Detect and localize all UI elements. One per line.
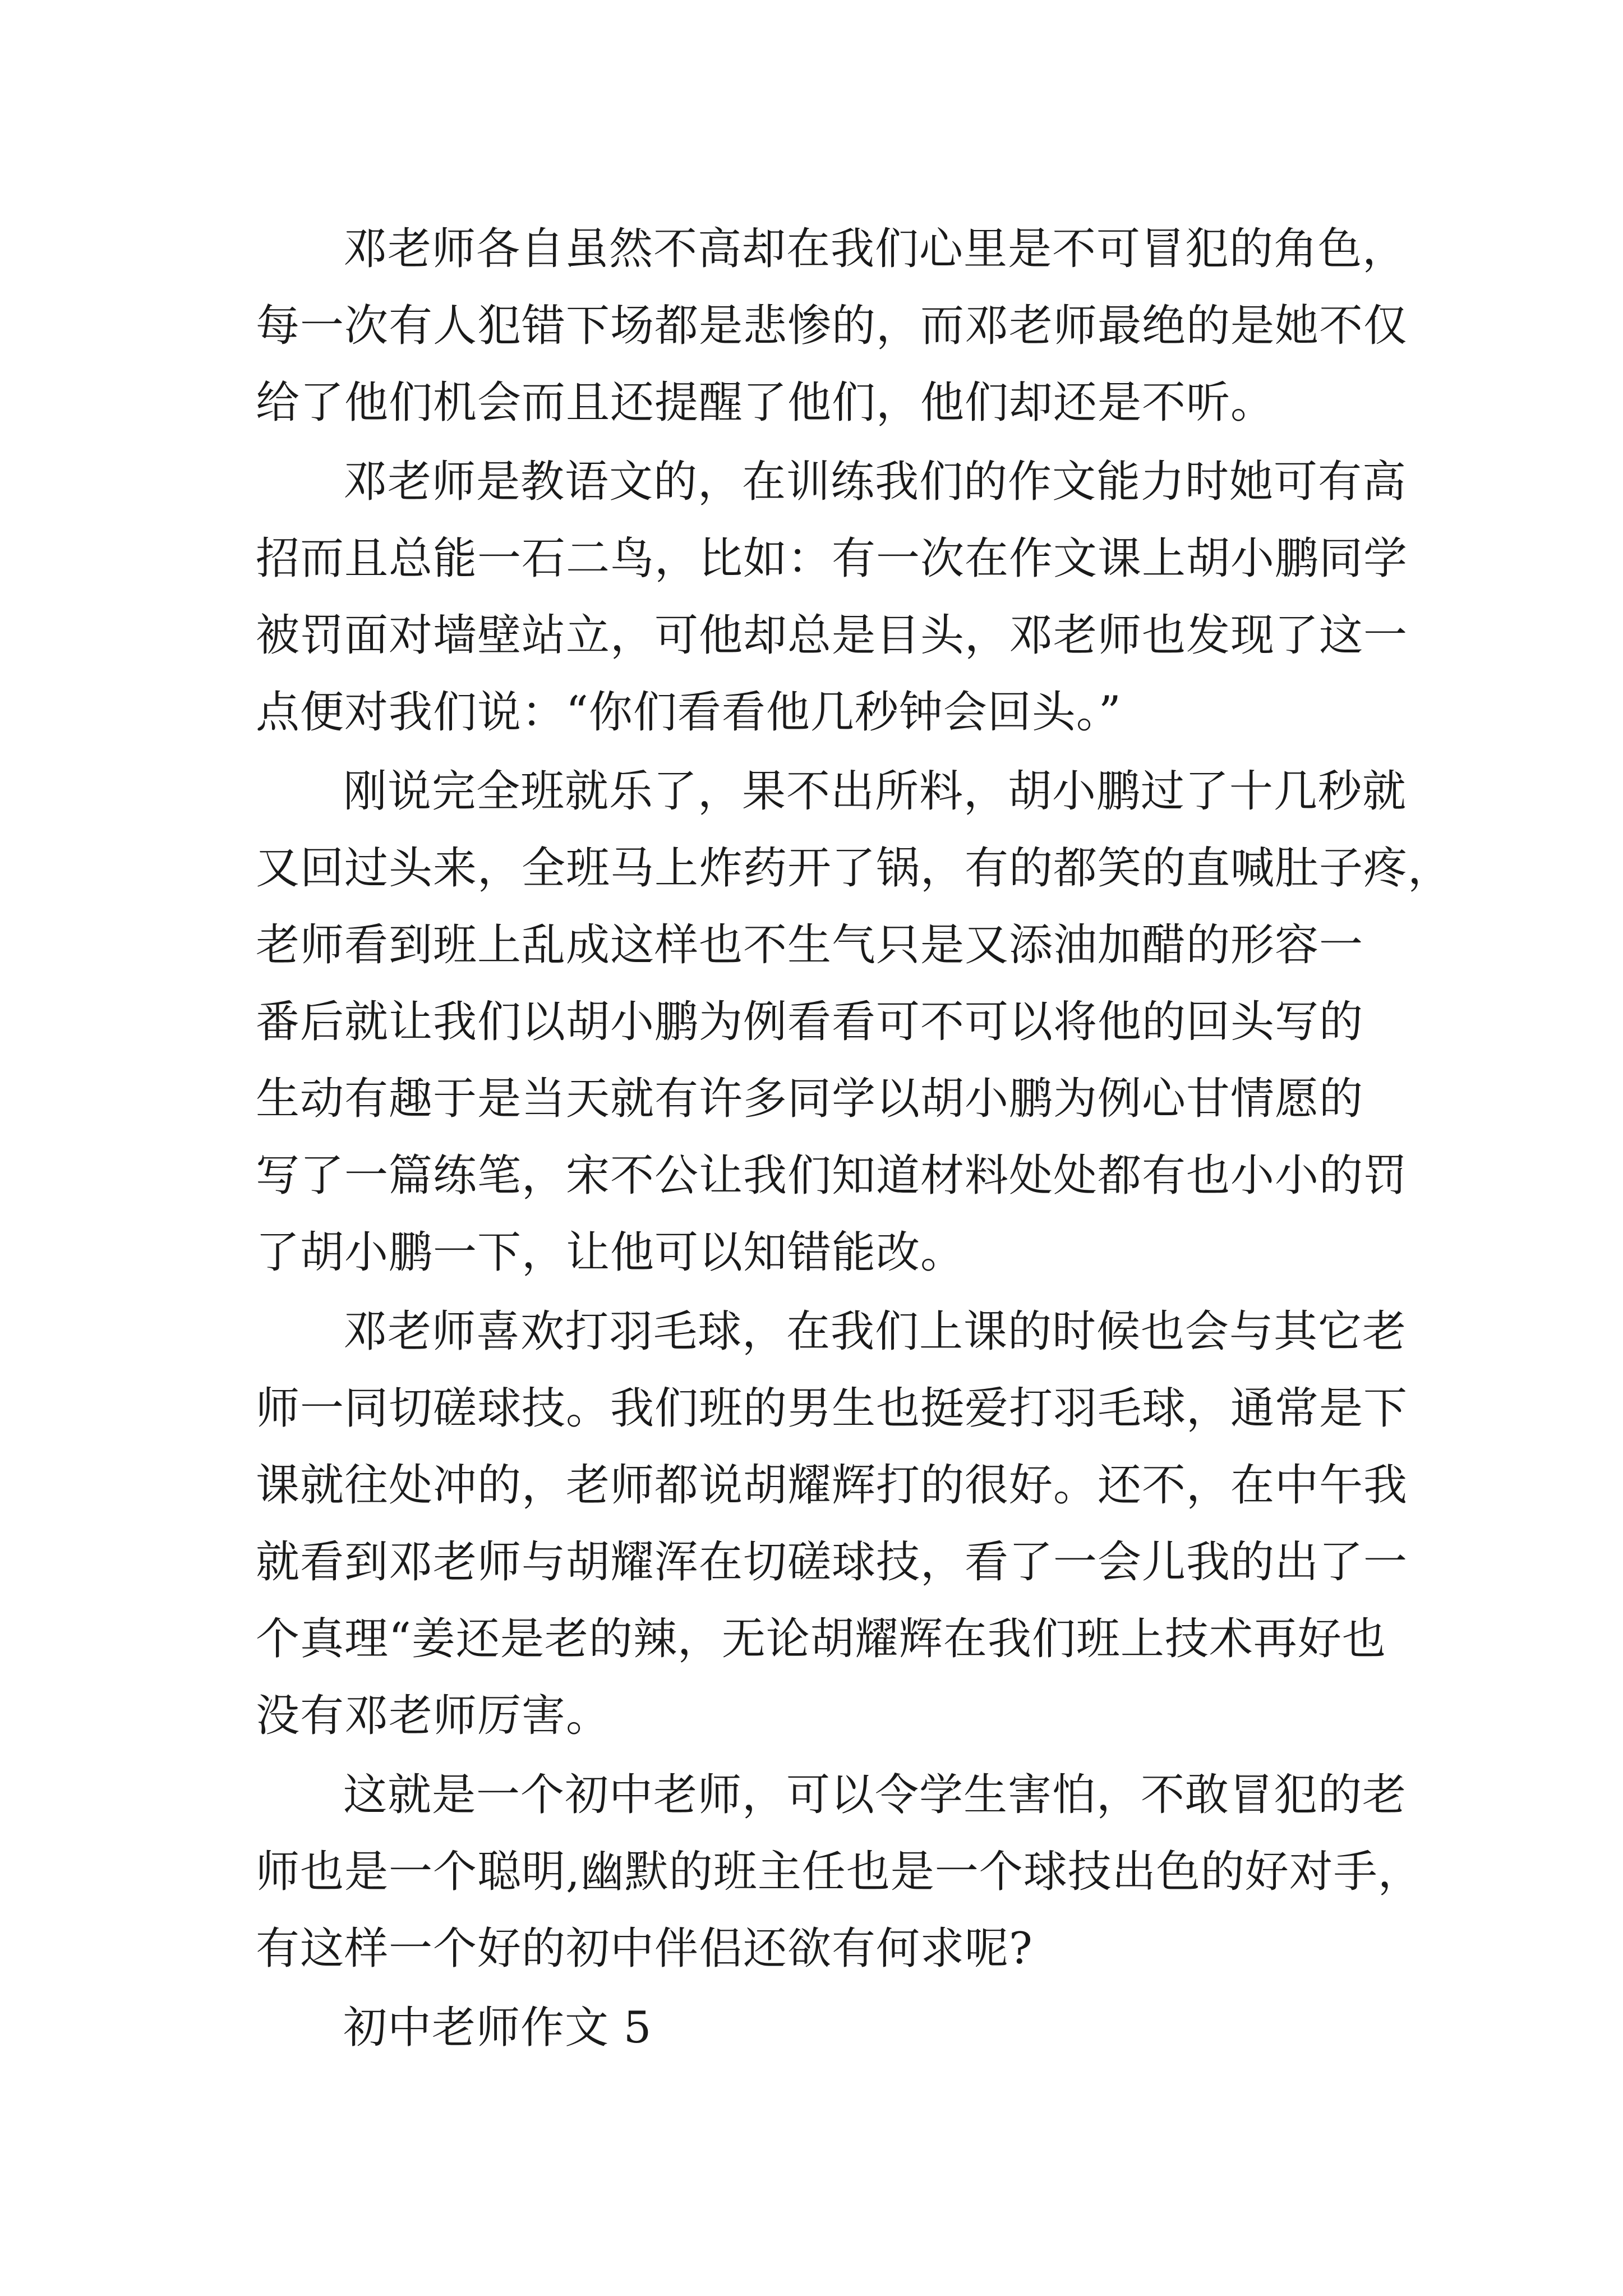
paragraph-line: 点便对我们说：“你们看看他几秒钟会回头。” [256, 687, 1122, 738]
paragraph-line: 课就往处冲的，老师都说胡耀辉打的很好。还不，在中午我 [256, 1460, 1408, 1511]
paragraph-line: 师也是一个聪明,幽默的班主任也是一个球技出色的好对手， [256, 1847, 1422, 1897]
paragraph-line: 个真理“姜还是老的辣，无论胡耀辉在我们班上技术再好也 [256, 1614, 1386, 1664]
paragraph-line: 被罚面对墙壁站立，可他却总是目头，邓老师也发现了这一 [256, 610, 1408, 661]
paragraph-line: 有这样一个好的初中伴侣还欲有何求呢? [256, 1924, 1033, 1974]
paragraph-4 [256, 1294, 1408, 1755]
paragraph-line: 番后就让我们以胡小鹏为例看看可不可以将他的回头写的 [256, 997, 1364, 1047]
paragraph-line: 又回过头来，全班马上炸药开了锅，有的都笑的直喊肚子疼， [256, 843, 1453, 894]
paragraph-5 [256, 1757, 1422, 1987]
paragraph-line: 给了他们机会而且还提醒了他们，他们却还是不听。 [256, 378, 1275, 428]
paragraph-line: 邓老师是教语文的，在训练我们的作文能力时她可有高 [343, 457, 1407, 507]
paragraph-line: 师一同切磋球技。我们班的男生也挺爱打羽毛球，通常是下 [256, 1383, 1408, 1434]
paragraph-line: 老师看到班上乱成这样也不生气只是又添油加醋的形容一 [256, 920, 1364, 970]
paragraph-1 [256, 211, 1408, 441]
paragraph-line: 刚说完全班就乐了，果不出所料，胡小鹏过了十几秒就 [343, 766, 1407, 817]
paragraph-line: 邓老师各自虽然不高却在我们心里是不可冒犯的角色， [343, 224, 1407, 274]
paragraph-line: 每一次有人犯错下场都是悲惨的，而邓老师最绝的是她不仅 [256, 301, 1408, 351]
paragraph-3 [256, 753, 1453, 1291]
paragraph-line: 这就是一个初中老师，可以令学生害怕，不敢冒犯的老 [343, 1770, 1407, 1820]
paragraph-line: 了胡小鹏一下，让他可以知错能改。 [256, 1227, 965, 1278]
section-heading [256, 1990, 1389, 2067]
paragraph-line: 没有邓老师厉害。 [256, 1691, 611, 1741]
document-body [256, 211, 1453, 2067]
paragraph-2 [256, 444, 1408, 751]
paragraph-line: 写了一篇练笔，宋不公让我们知道材料处处都有也小小的罚 [256, 1151, 1408, 1201]
paragraph-line: 邓老师喜欢打羽毛球，在我们上课的时候也会与其它老 [343, 1306, 1407, 1357]
heading-line: 初中老师作文 5 [343, 2003, 652, 2053]
paragraph-line: 生动有趣于是当天就有许多同学以胡小鹏为例心甘情愿的 [256, 1074, 1364, 1124]
paragraph-line: 就看到邓老师与胡耀浑在切磋球技，看了一会儿我的出了一 [256, 1537, 1408, 1588]
paragraph-line: 招而且总能一石二鸟，比如：有一次在作文课上胡小鹏同学 [256, 533, 1408, 584]
